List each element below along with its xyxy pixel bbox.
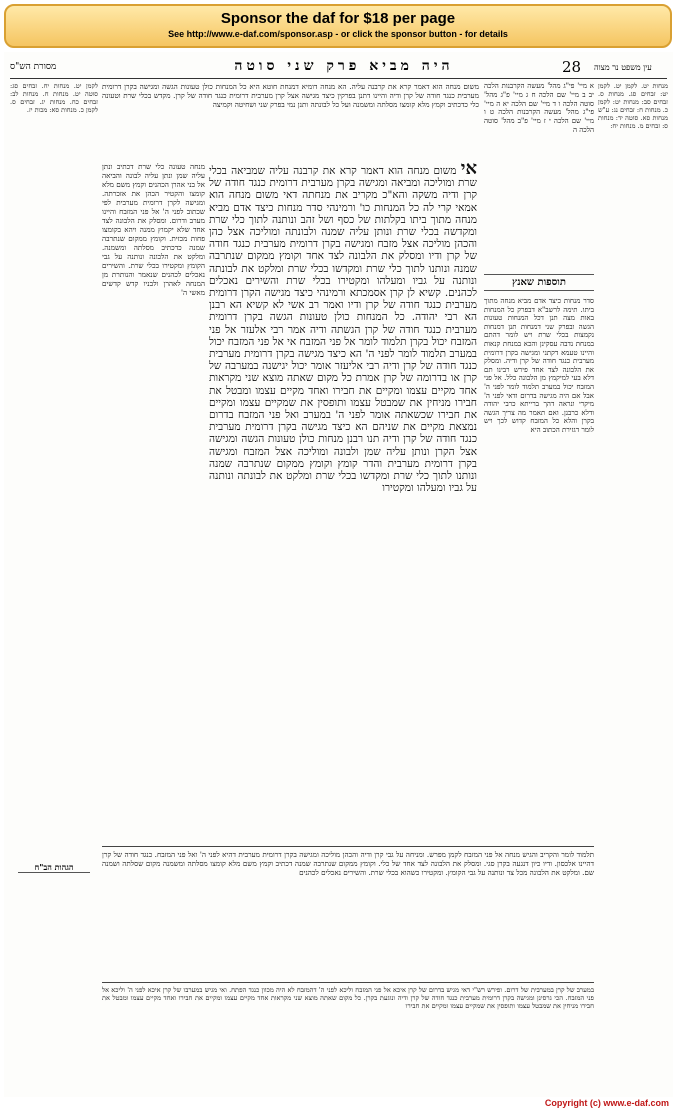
gemara-opening-word: אי <box>460 162 477 179</box>
header-divider <box>10 78 667 79</box>
running-header <box>4 58 673 76</box>
gemara-text: משום מנחה הוא דאמר קרא את קרבנה עליה שמביאה בכלי שרת ומוליכה ומביאה ומגישה בקרן מערבית דרומית כנגד חודה של קרן ודיה משקה והא"כ מקריב את מנחתה דאי משום מנחה הוא אמאי קרי לה כל המנחות כו' ורמינהי סדר מנחות כיצד אדם מביא מנחה מתוך ביתו בקלתות של כסף ושל זהב ונותנה לתוך כלי שרת ומקדשה בכלי שרת ונותן עליה שמנה ולבונתה ומוליכה אצל כהן והכהן מוליכה אצל מזבח ומגישה בקרן דרומית מערבית כנגד חודה של קרן ודיו ומסלק את הלבונה לצד אחד וקומץ ממקום שנתרבה שמנה ונותנו לתוך כלי שרת ומקדשו בכלי שרת ומלקט את לבונתה ונותנה על גביו ומעלהו ומקטירו בכלי שרת והשירים נאכלים לכהנים. קשיא לן קרן אסמכתא ורמינהי כיצד מגישה הקרן דרומית מערבית כנגד חודה של קרן ודיו ואמר רב אשי לא קשיא הא רבנן הא רבי יהודה. כל המנחות כולן טעונות הגשה בקרן דרומית מערבית כנגד חודה של קרן הגשתה ודיה אמר רבי אלעזר אל פני המזבח יכול בקרן תלמוד לומר אל פני המזבח אי אל פני המזבח יכול במערב תלמוד לומר לפני ה' הא כיצד מגישה בקרן דרומית מערבית כנגד חודה של קרן ודיה רבי אליעזר אומר יכול יגישנה במערבה של קרן או בדרומה של קרן אמרת כל מקום שאתה מוצא שני מקראות אחד מקיים עצמו ומקיים את חבירו ואחד מקיים עצמו ומבטל את חבירו מניחין את שמבטל עצמו ותופסין את שמקיים עצמו ומקיים את חבירו שכשאתה אומר לפני ה' במערב ואל פני המזבח בדרום נמצאת מקיים את שניהם הא כיצד מגישה בקרן דרומית מערבית כנגד חודה של קרן ודיה תנו רבנן מנחות כולן טעונות הגשה ומגישה אצל הקרן ונותן עליה שמן ולבונה ומוליכה אצל המזבח ומגישה בקרן דרומית מערבית והדר קומץ וקומץ ממקום שנתרבה שמנה ונותנו לתוך כלי שרת ומקדשו בכלי שרת ומלקט את לבונתה ונותנה על גביו ומעלהו ומקטירו <box>209 165 477 495</box>
margin-references-right: מנחות יט. לקמן יט. לקמן יט: זבחים סג. מנחות ס. זבחים סב: מנחות יט: לקמן כ. מנחות ח: זבחים נג: ע"ש מנחות סא. סוטה יד: מנחות ס: זבחים מ. מנחות יח: <box>598 82 668 130</box>
tosafot-column: סדר מנחות כיצד אדם מביא מנחה מתוך ביתו. תימה לרשב"א דבפרק כל המנחות באות מצה תנן דכל המנחות טעונות הגשה ובפרק שני דמנחות תנן דמנחות נקמצות בכלי שרת ויש לומר דהתם במנחת נדבה עסקינן והכא במנחת קנאות והיינו טעמא דקתני ומגישה בקרן דרומית מערבית כנגד חודה של קרן ודיה. ומסלק את הלבונה לצד אחד פירש רבינו תם דלא בעי למיקמץ מן הלבונה כלל. אל פני המזבח יכול במערב תלמוד לומר לפני ה' אבל אם היה מגישה בדרום ודאי לפני ה' מיקרי ונראה דהך ברייתא כרבי יהודה ודלא כרבנן. ואם תאמר מה צריך הגשה בקרן והלא כל המזבח קדוש לכך ויש לומר דגזירת הכתוב היא <box>484 297 594 434</box>
margin-references-left: לקמן יט. מנחות יח. זבחים סג: סוטה יט. מנחות ח. מנחות לב: זבחים כח. מנחות יג. זבחים ס. לקמן כ. מנחות סא: מכות יז. <box>10 82 98 114</box>
bottom-commentary: במערב של קרן במערבית של דרום. ופירש רש"י דאי מגיש בדרום של קרן איכא אל פני המזבח וליכא לפני ה' דהמזבח לא היה מכוון כנגד הפתח. ואי מגיש במערבו של קרן איכא לפני ה' וליכא אל פני המזבח. הכי גרסינן ומגישה בקרן דרומית מערבית כנגד חודה של קרן ודיה ונוגעת בקרן. כל מקום שאתה מוצא שני מקראות אחד מקיים עצמו ומקיים את חבירו ואחד מקיים עצמו ומבטל את חבירו מניחין את שמבטל עצמו ותופסין את שמקיים עצמו ומקיים את חבירו <box>102 982 594 1091</box>
copyright-link[interactable]: Copyright (c) www.e-daf.com <box>544 1098 669 1108</box>
header-chapter-title: היה מביא פרק שני סוטה <box>234 58 454 74</box>
sponsor-banner[interactable] <box>4 4 672 48</box>
eyn-mishpat-column: א מיי' פי"ג מהל' מעשה הקרבנות הלכה יב ב מיי' שם הלכה ח ג מיי' פ"ג מהל' סוטה הלכה ו ד מיי' שם הלכה יא ה מיי' פי"ג מהל' מעשה הקרבנות הלכה ט ו מיי' שם הלכה י ז מיי' פ"ב מהל' סוטה הלכה ה <box>484 82 594 134</box>
sponsor-title[interactable]: Sponsor the daf for $18 per page <box>220 10 456 27</box>
header-eyn-label: עין משפט נר מצוה <box>594 63 652 72</box>
lower-commentary: תלמוד לומר והקריב והגיש מנחה אל פני המזבח לקמן מפרש. ומניחה על גבי קרן ודיה והכהן מוליכה ומגישה בקרן דרומית מערבית דהיא לפני ה' ואל פני המזבח. כנגד חודה של קרן דהיינו אלכסון. ודיו כיון דנגעה בקרן סגי. ומסלק את הלבונה לצד אחד של כלי. וקומץ ממקום שנתרבה שמנה דכתיב וקמץ משם מלא קומצו מסלתה ומשמנה מקום שסלתה ושמנה שם. ומלקט את הלבונה מכל צד ונותנה על גבי הקומץ. ומקטירו כשהוא בכלי שרת. והשירים נאכלים לכהנים <box>102 846 594 980</box>
haghot-habach-title: הגהות הב"ח <box>18 862 90 873</box>
rashi-commentary: מנחה טעונה כלי שרת דכתיב ונתן עליה שמן ונתן עליה לבונה והביאה אל בני אהרן הכהנים וקמץ משם מלא קומצו והקטיר הכהן את אזכרתה. ומגישה לקרן דרומית מערבית לפי שכתוב לפני ה' אל פני המזבח והיינו מערב ודרום. ומסלק את הלבונה לצד אחד שלא יקמוץ ממנה ויהא בקומצו פחות מכזית. וקומץ ממקום שנתרבה שמנה כדכתיב מסלתה ומשמנה. ומלקט את הלבונה ונותנה על גבי הקומץ ומקטירו בכלי שרת. והשירים נאכלים לכהנים שנאמר והנותרת מן המנחה לאהרן ולבניו קדש קדשים מאשי ה' <box>102 162 205 297</box>
header-masoret-label: מסורת הש"ס <box>10 62 57 72</box>
rashi-top: משום מנחה הוא דאמר קרא את קרבנה עליה. הא מנחה דומיא דמנחת חוטא היא כל המנחות כולן טעונות הגשה ומגישה בקרן דרומית מערבית כנגד חודה של קרן ודיה והיינו דתנן בפרקין כיצד מגישה אצל קרן מערבית דרומית כנגד חודה של קרן. מקדש בכלי שרת וטעונה כלי כדכתיב וקמץ מלא קומצו מסלתה ומשמנה ועל כל לבונתה ותנן נמי בפרק שני ושחיטה וקמיצה <box>102 82 479 109</box>
tosafot-title: תוספות שאנץ <box>484 274 594 291</box>
sponsor-details-link[interactable]: See http://www.e-daf.com/sponsor.asp - or click the sponsor button - for details <box>168 29 508 39</box>
talmud-page <box>4 52 673 1097</box>
folio-number: 28 <box>562 58 582 76</box>
gemara-column <box>209 162 477 842</box>
